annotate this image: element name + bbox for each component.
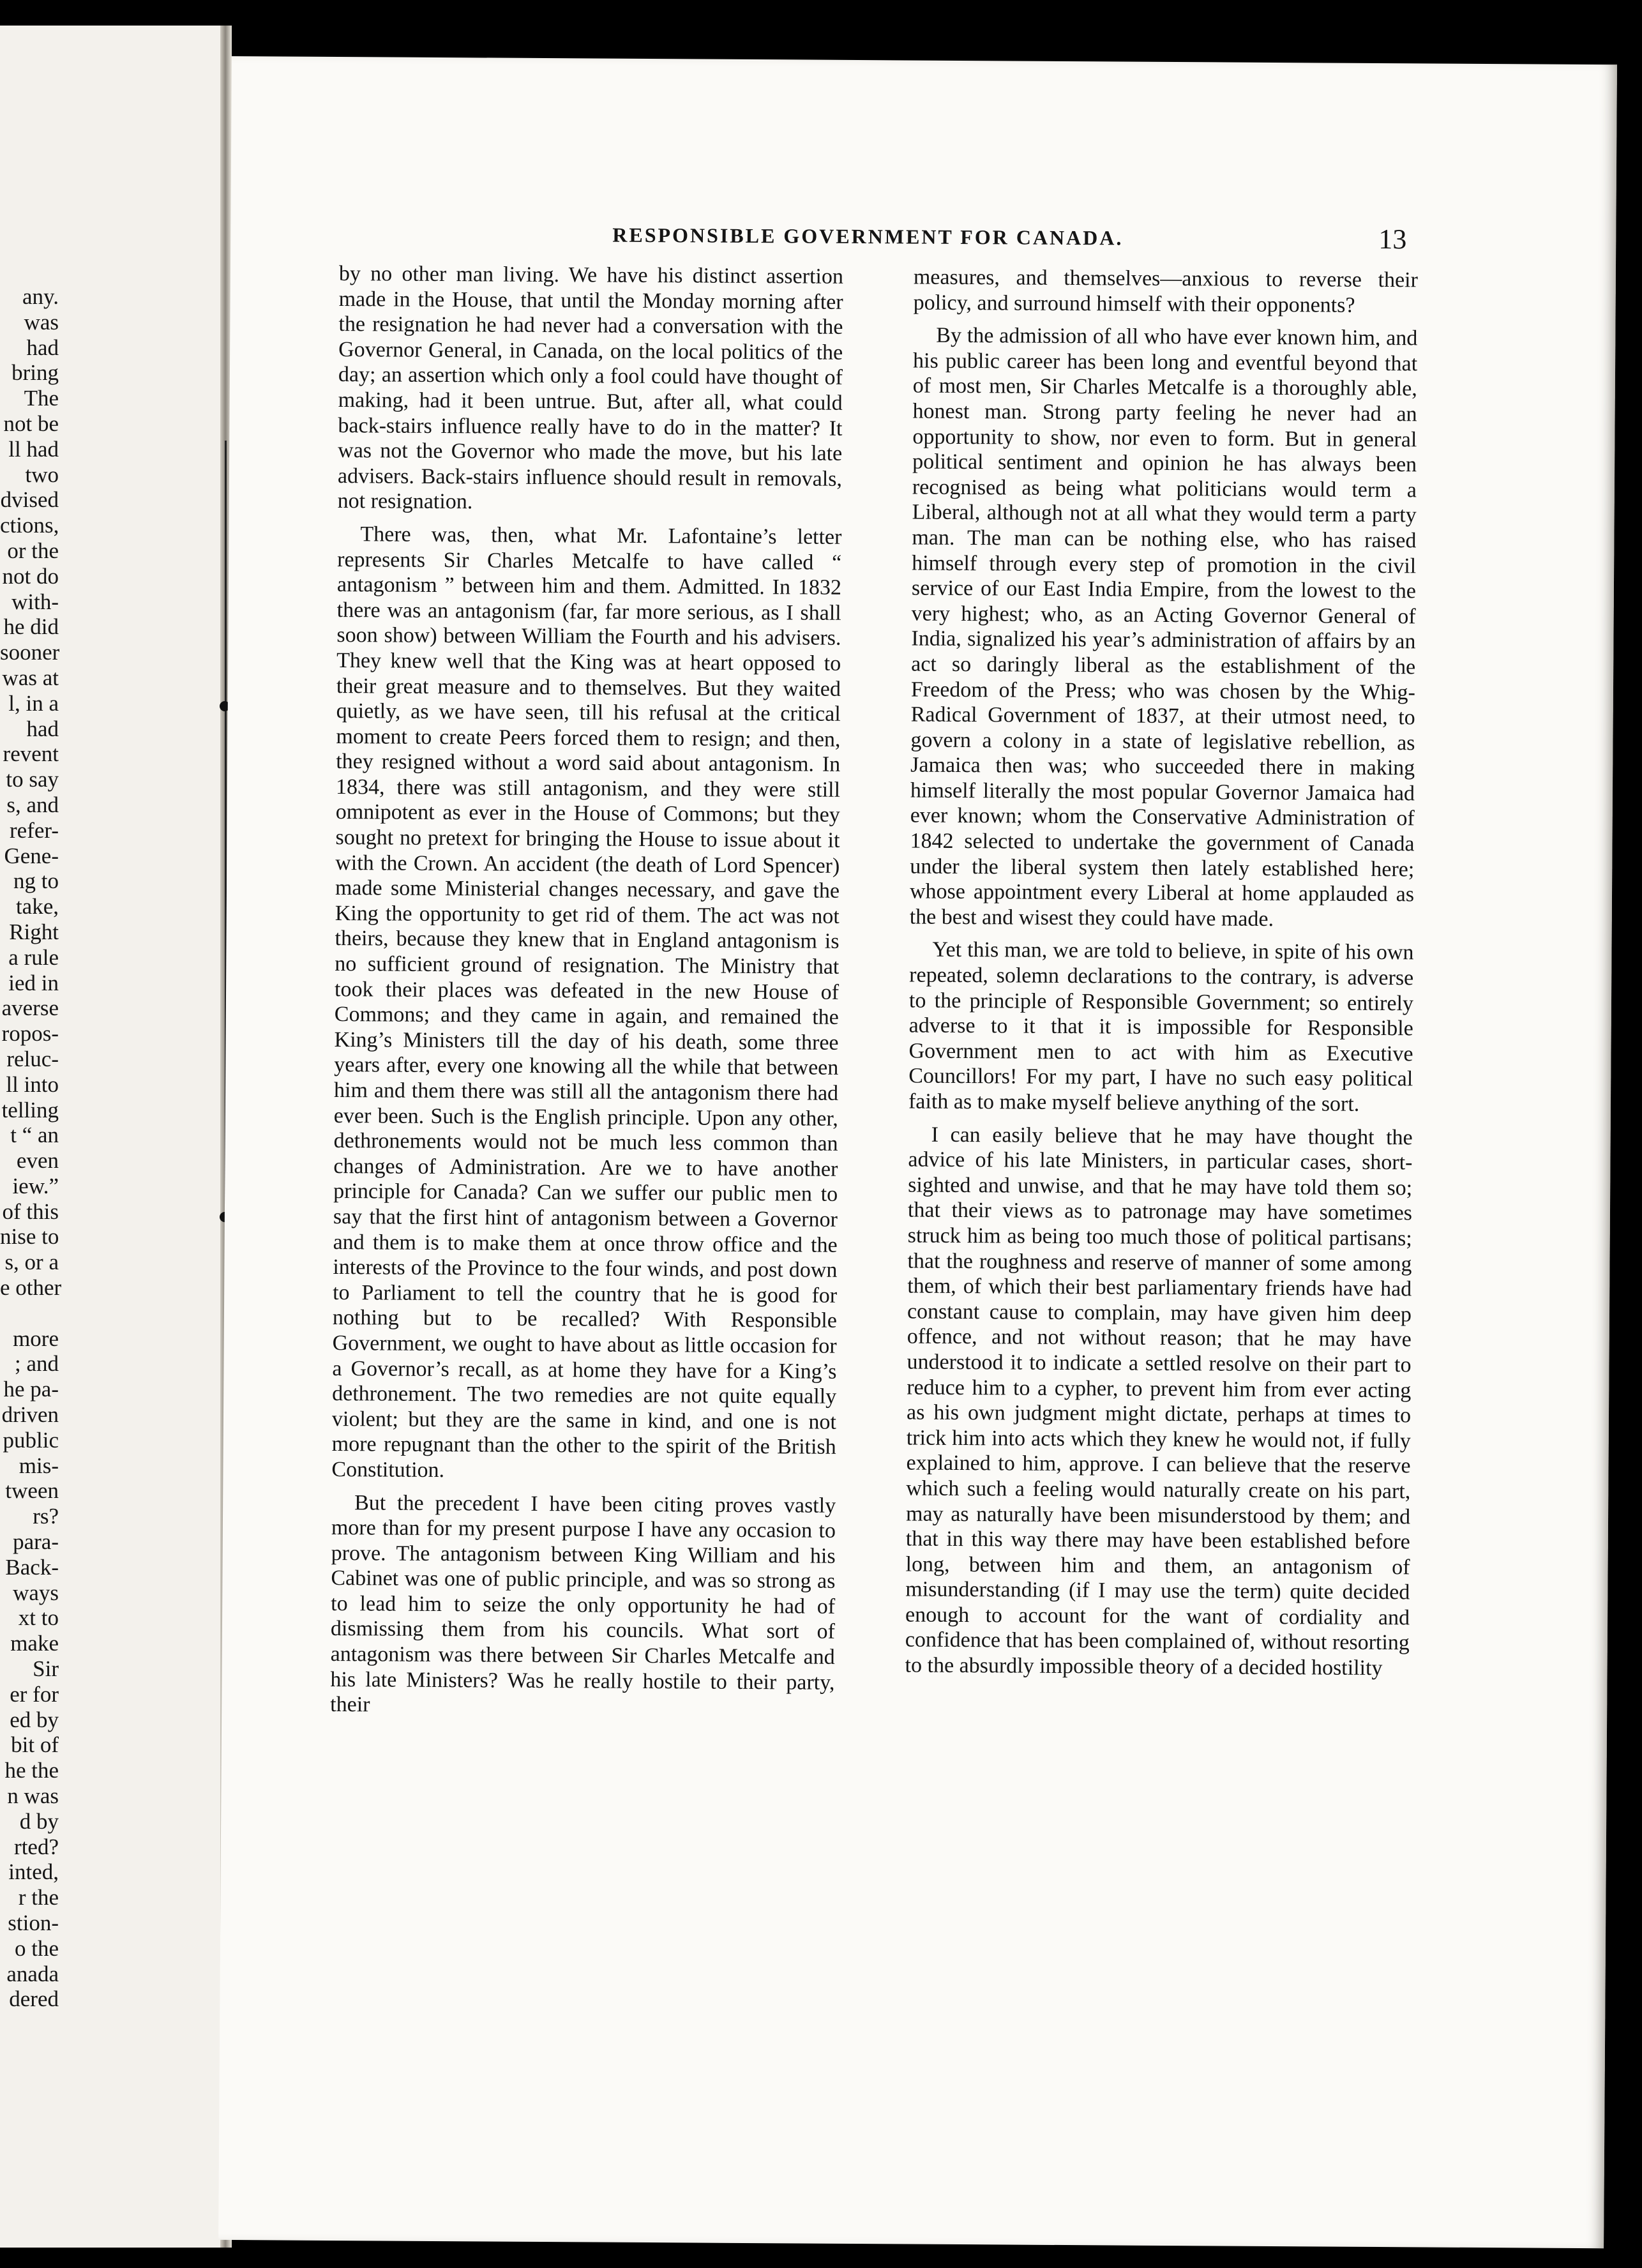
text-fragment: rted? — [14, 1834, 59, 1859]
text-fragment: he the — [4, 1758, 59, 1783]
text-fragment — [0, 1301, 59, 1326]
paragraph: By the admission of all who have ever known him, and his public career has been long and eventful beyond that of most men, Sir Charles Metcalfe is a thoroughly able, honest man. Strong party feeling he never had an opportunity to show, nor even to form. But in general political sentiment and opinion he has always been recognised as being what politicians would term a Liberal, although not at all what they would term a party man. The man can be nothing else, who has raised himself through every step of promotion in the civil service of our East India Empire, from the lowest to the very highest; who, as an Acting Governor General of India, signalized his year’s administration of affairs by an act so daringly liberal as the establishment of the Freedom of the Press; who was chosen by the Whig-Radical Government of 1837, at their utmost need, to govern a colony in a state of legislative rebellion, as Jamaica then was; who succeeded there in making himself literally the most popular Governor Jamaica had ever known; whom the Conservative Administration of 1842 selected to undertake the government of Canada under the liberal system then lately established here; whose appointment every Liberal at home applauded as the best and wisest they could have made. — [909, 323, 1418, 931]
text-fragment: take, — [15, 894, 59, 919]
text-fragment: ropos- — [1, 1021, 59, 1047]
text-fragment: l, in a — [8, 690, 59, 716]
text-fragment: The — [24, 386, 59, 411]
text-fragment: or the — [7, 538, 59, 563]
text-fragment: revent — [3, 741, 59, 767]
text-fragment: ; and — [14, 1351, 59, 1377]
text-fragment: bit of — [11, 1732, 59, 1758]
text-fragment: inted, — [8, 1859, 59, 1885]
text-fragment: ways — [13, 1580, 59, 1605]
text-fragment: was at — [2, 665, 59, 690]
book-page — [218, 56, 1617, 2248]
text-fragment: had — [26, 335, 59, 360]
text-fragment: d by — [19, 1808, 59, 1834]
text-fragment: para- — [13, 1529, 59, 1555]
page-number: 13 — [1378, 223, 1407, 255]
text-fragment: dvised — [0, 487, 59, 513]
text-fragment: dered — [9, 1986, 59, 2012]
continued-paragraph: measures, and themselves—anxious to reverse their policy, and surround himself with their opponents? — [913, 265, 1419, 317]
text-fragment: nise to — [0, 1224, 59, 1250]
text-fragment: rs? — [33, 1504, 59, 1529]
text-fragment: er for — [10, 1681, 59, 1707]
text-fragment: Gene- — [4, 843, 59, 868]
text-fragment: refer- — [10, 817, 59, 843]
text-fragment: he did — [3, 614, 59, 640]
text-fragment: reluc- — [6, 1046, 59, 1071]
text-fragment: ed by — [10, 1707, 59, 1732]
paragraph: I can easily believe that he may have thought the advice of his late Ministers, in particular cases, short-sighted and unwise, and that he may have told them so; that their views as to patronage may have sometimes struck him as being too much those of political partisans; that the roughness and reserve of manner of some among them, of which their best parliamentary friends have had constant cause to complain, may have given him deep offence, and not without reason; that he may have understood it to indicate a settled resolve on their part to reduce him to a cypher, to prevent him from ever acting as his own judgment might dictate, perhaps at times to trick him into acts which they knew he would not, if fully explained to him, approve. I can believe that the reserve which such a feeling would naturally create on his part, may as naturally have been misunderstood by them; and that in this way there may have been established before long, between him and them, an antagonism of misunderstanding (if I may use the term) quite decided enough to account for the want of cordiality and confidence that has been complained of, without resorting to the absurdly impossible theory of a decided hostility — [905, 1123, 1413, 1681]
paragraph: Yet this man, we are told to believe, in spite of his own repeated, solemn declarations to the contrary, is adverse to the principle of Responsible Government; so entirely adverse to it that it is impossible for Responsible Government men to act with him as Executive Councillors! For my part, I have no such easy political faith as to make myself believe anything of the sort. — [908, 938, 1414, 1116]
text-fragment: xt to — [18, 1605, 59, 1631]
text-fragment: Back- — [5, 1554, 59, 1580]
previous-page-text-fragments — [0, 284, 62, 2012]
text-fragment: not be — [3, 411, 59, 436]
text-fragment: he pa- — [3, 1377, 59, 1402]
text-fragment: make — [10, 1631, 59, 1656]
text-fragment: e other — [0, 1275, 62, 1301]
continued-paragraph: by no other man living. We have his distinct assertion made in the House, that until the Monday morning after the resignation he had never had a conversation with the Governor General, in Canada, on the local politics of the day; an assertion which only a fool could have thought of making, had it been untrue. But, after all, what could back-stairs influence really have to do in the matter? It was not the Governor who made the move, but his late advisers. Back-stairs influence should result in removals, not resignation. — [337, 262, 844, 514]
text-fragment: had — [26, 716, 59, 741]
text-fragment: a rule — [8, 944, 59, 970]
text-fragment: bring — [11, 360, 59, 386]
text-fragment: anada — [6, 1961, 59, 1986]
paragraph: There was, then, what Mr. Lafontaine’s letter represents Sir Charles Metcalfe to have called “ antagonism ” between him and them. Admitted. In 1832 there was an antagonism (far, far more serious, as I shall soon show) between William the Fourth and his advisers. They knew well that the King was at heart opposed to their great measure and to themselves. But they waited quietly, as we have seen, till his refusal at the critical moment to create Peers forced them to resign; and then, they resigned without a word said about antagonism. In 1834, there was still antagonism, and they were still omnipotent as ever in the House of Commons; but they sought no pretext for bringing the House to issue about it with the Crown. An accident (the death of Lord Spencer) made some Ministerial changes necessary, and gave the King the opportunity to get rid of them. The act was not theirs, because they knew that in England antagonism is no sufficient ground of resignation. The Ministry that took their places was defeated in the new House of Commons; and they came in again, and remained the King’s Ministers till the day of his death, some three years after, every one knowing all the while that between him and them there was still all the antagonism there had ever been. Such is the English principle. Upon any other, dethronements would not be much less common than changes of Administration. Are we to have another principle for Canada? Can we suffer our public men to say that the first hint of antagonism between a Governor and them is to make them at once throw office and the interests of the Province to the four winds, and post down to Parliament to tell the country that he is good for nothing but to be recalled? With Responsible Government, we ought to have about as little occasion for a Governor’s recall, as at home they have for a King’s dethronement. The two remedies are not quite equally violent; but they are the same in kind, and one is not more repugnant than the other to the spirit of the British Constitution. — [331, 522, 842, 1482]
text-fragment: sooner — [0, 640, 60, 665]
text-fragment: s, and — [6, 792, 59, 817]
text-fragment: s, or a — [4, 1250, 59, 1275]
binding-thread — [225, 441, 227, 709]
text-fragment: of this — [2, 1198, 59, 1224]
text-fragment: to say — [6, 767, 59, 792]
text-fragment: o the — [14, 1935, 59, 1961]
text-fragment: even — [16, 1148, 59, 1174]
text-fragment: not do — [2, 563, 59, 589]
text-fragment: mis- — [19, 1453, 59, 1478]
text-fragment: ll into — [6, 1071, 59, 1097]
text-column-left — [330, 261, 843, 1721]
text-fragment: public — [3, 1427, 59, 1453]
text-fragment: ied in — [8, 970, 59, 995]
paragraph: But the precedent I have been citing proves vastly more than for my present purpose I have any occasion to prove. The antagonism between King William and his Cabinet was one of public principle, and was so strong as to lead him to seize the only opportunity he had of dismissing them from his councils. What sort of antagonism was there between Sir Charles Metcalfe and his late Ministers? Was he really hostile to their party, their — [330, 1490, 836, 1717]
text-fragment: t “ an — [10, 1123, 59, 1148]
text-fragment: r the — [18, 1885, 59, 1910]
text-fragment: n was — [7, 1783, 59, 1809]
text-fragment: ctions, — [0, 513, 59, 538]
text-fragment: tween — [5, 1478, 59, 1504]
text-column-right — [905, 265, 1419, 1681]
text-fragment: telling — [1, 1097, 59, 1123]
text-fragment: with- — [11, 589, 59, 614]
text-fragment: Sir — [33, 1656, 59, 1682]
previous-page — [0, 26, 220, 2248]
text-fragment: ll had — [8, 436, 59, 462]
text-fragment: driven — [1, 1402, 59, 1428]
text-fragment: stion- — [8, 1910, 59, 1935]
text-fragment: more — [13, 1326, 59, 1351]
text-fragment: averse — [1, 995, 59, 1021]
text-fragment: any. — [22, 284, 59, 309]
text-fragment: two — [25, 462, 59, 487]
text-fragment: Right — [9, 919, 59, 944]
text-fragment: iew.” — [12, 1173, 59, 1198]
running-head: RESPONSIBLE GOVERNMENT FOR CANADA. — [612, 223, 1124, 250]
text-fragment: was — [24, 309, 59, 335]
text-fragment: ng to — [13, 868, 59, 894]
